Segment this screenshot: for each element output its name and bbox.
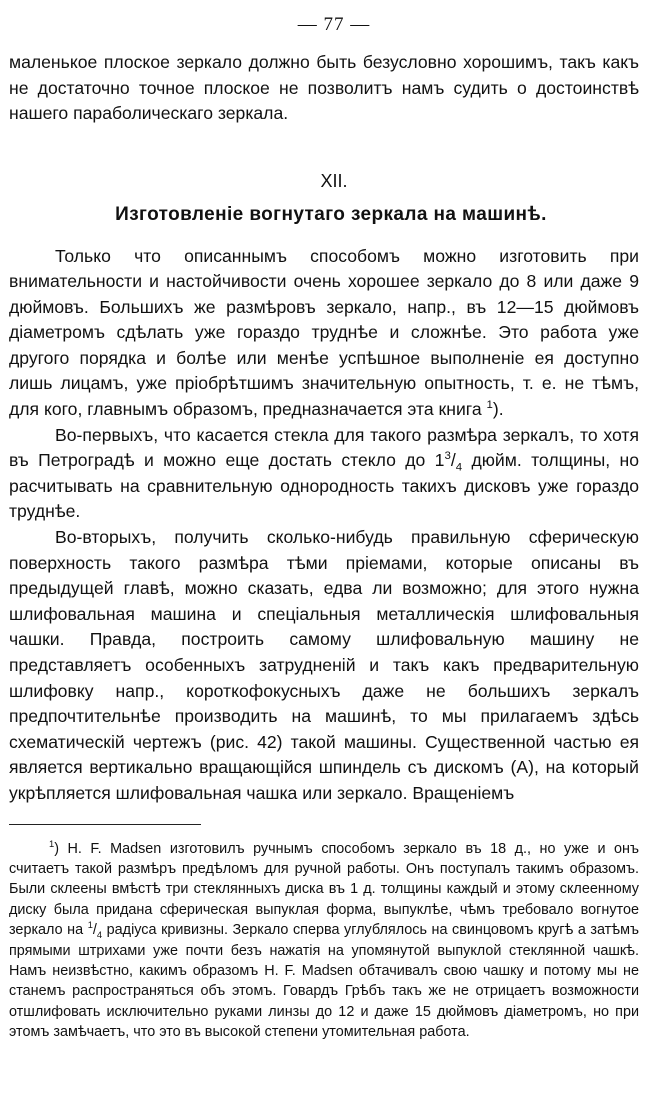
- fraction-numerator: 3: [444, 450, 451, 463]
- paragraph-2-text-start: Во-первыхъ, что касается стекла для такого размѣра зеркалъ, то хотя въ Петроградѣ и можно еще достать стекло до 1: [9, 424, 639, 471]
- body-text: [9, 244, 639, 807]
- footnote-marker: 1: [49, 838, 55, 849]
- paragraph-1: [9, 244, 639, 423]
- footnote-reference: 1: [486, 399, 493, 412]
- carry-over-paragraph: маленькое плоское зеркало должно быть безусловно хорошимъ, такъ какъ не достаточно точное плоское не позволитъ намъ судить о достоинствѣ нашего параболическаго зеркала.: [9, 52, 639, 123]
- footnote: $^1$) H. F. Madsen изготовилъ ручнымъ способомъ зеркало въ 18 д., но уже и онъ считаетъ такой размѣръ предѣломъ для ручной работы. Онъ поступалъ такимъ образомъ. Были склеены вмѣстѣ три стеклянныхъ диска въ 1 д. толщины каждый и этому склеенному диску была придана сферическая выпуклая форма, выпуклѣе, чѣмъ требовало вогнутое зеркало на $^1/_4$ радіуса кривизны. Зеркало сперва углублялось на свинцовомъ кругѣ а затѣмъ прямыми штрихами уже почти безъ нажатія на упомянутой выпуклой стеклянной чашкѣ. Намъ неизвѣстно, какимъ образомъ Н. F. Madsen обтачивалъ свою чашку и потому мы не станемъ распространяться объ этомъ. Говардъ Грѣбъ такъ же не отрицаетъ возможности отшлифовать исключительно руками линзы до 12 и даже 15 дюймовъ діаметромъ, но при этомъ замѣчаетъ, что это въ высокой степени утомительная работа.: [9, 838, 639, 1041]
- fraction-denominator: 4: [455, 461, 463, 474]
- book-page: [9, 14, 639, 1043]
- chapter-number: XII.: [320, 170, 348, 191]
- footnote-reference-close: ).: [492, 399, 504, 420]
- footnote-fraction-numerator: 1: [87, 920, 93, 931]
- paragraph-2: Во-первыхъ, что касается стекла для такого размѣра зеркалъ, то хотя въ Петроградѣ и можно еще достать стекло до $1^3/_4$ дюйм. толщины, но расчитывать на сравнительную однородность такихъ дисковъ уже гораздо труднѣе.: [9, 424, 639, 522]
- footnote-text-end: радіуса кривизны. Зеркало сперва углублялось на свинцовомъ кругѣ а затѣмъ прямыми штрихами уже почти безъ нажатія на упомянутой выпуклой стеклянной чашкѣ. Намъ неизвѣстно, какимъ образомъ Н. F. Madsen обтачивалъ свою чашку и потому мы не станемъ распространяться объ этомъ. Говардъ Грѣбъ такъ же не отрицаетъ возможности отшлифовать исключительно руками линзы до 12 и даже 15 дюймовъ діаметромъ, но при этомъ замѣчаетъ, что это въ высокой степени утомительная работа.: [9, 922, 639, 1041]
- paragraph-2-text-end: дюйм. толщины, но расчитывать на сравнительную однородность такихъ дисковъ уже гораздо труднѣе.: [9, 450, 639, 522]
- footnote-text-start: ) H. F. Madsen изготовилъ ручнымъ способомъ зеркало въ 18 д., но уже и онъ считаетъ такой размѣръ предѣломъ для ручной работы. Онъ поступалъ такимъ образомъ. Были склеены вмѣстѣ три стеклянныхъ диска въ 1 д. толщины каждый и этому склеенному диску была придана сферическая выпуклая форма, выпуклѣе, чѣмъ требовало вогнутое зеркало на: [9, 840, 639, 939]
- chapter-title: Изготовленіе вогнутаго зеркала на машинѣ.: [115, 203, 547, 225]
- paragraph-3: Во-вторыхъ, получить сколько-нибудь правильную сферическую поверхность такого размѣра тѣми пріемами, которые описаны въ предыдущей главѣ, можно сказать, едва ли возможно; для этого нужна шлифовальная машина и спеціальныя металлическія шлифовальныя чашки. Правда, построить самому шлифовальную машину не представляетъ особенныхъ затрудненій и такъ какъ предварительную шлифовку напр., короткофокусныхъ даже не большихъ зеркалъ предпочтительнѣе производить на машинѣ, то мы прилагаемъ здѣсь схематическій чертежъ (рис. 42) такой машины. Существенной частью ея является вертикально вращающійся шпиндель съ дискомъ (А), на который укрѣпляется шлифовальная чашка или зеркало. Вращеніемъ: [9, 527, 639, 803]
- footnote-fraction-denominator: 4: [96, 930, 103, 941]
- paragraph-1-text: Только что описаннымъ способомъ можно изготовить при внимательности и настойчивости очень хорошее зеркало до 8 или даже 9 дюймовъ. Большихъ же размѣровъ зеркало, напр., въ 12—15 дюймовъ діаметромъ сдѣлать уже гораздо труднѣе и сложнѣе. Это работа уже другого порядка и болѣе или менѣе успѣшное выполненіе ея доступно лишь лицамъ, уже пріобрѣтшимъ значительную опытность, т. е. не тѣмъ, для кого, главнымъ образомъ, предназначается эта книга: [9, 245, 639, 420]
- page-number: — 77 —: [297, 14, 371, 35]
- footnote-divider: [9, 824, 201, 825]
